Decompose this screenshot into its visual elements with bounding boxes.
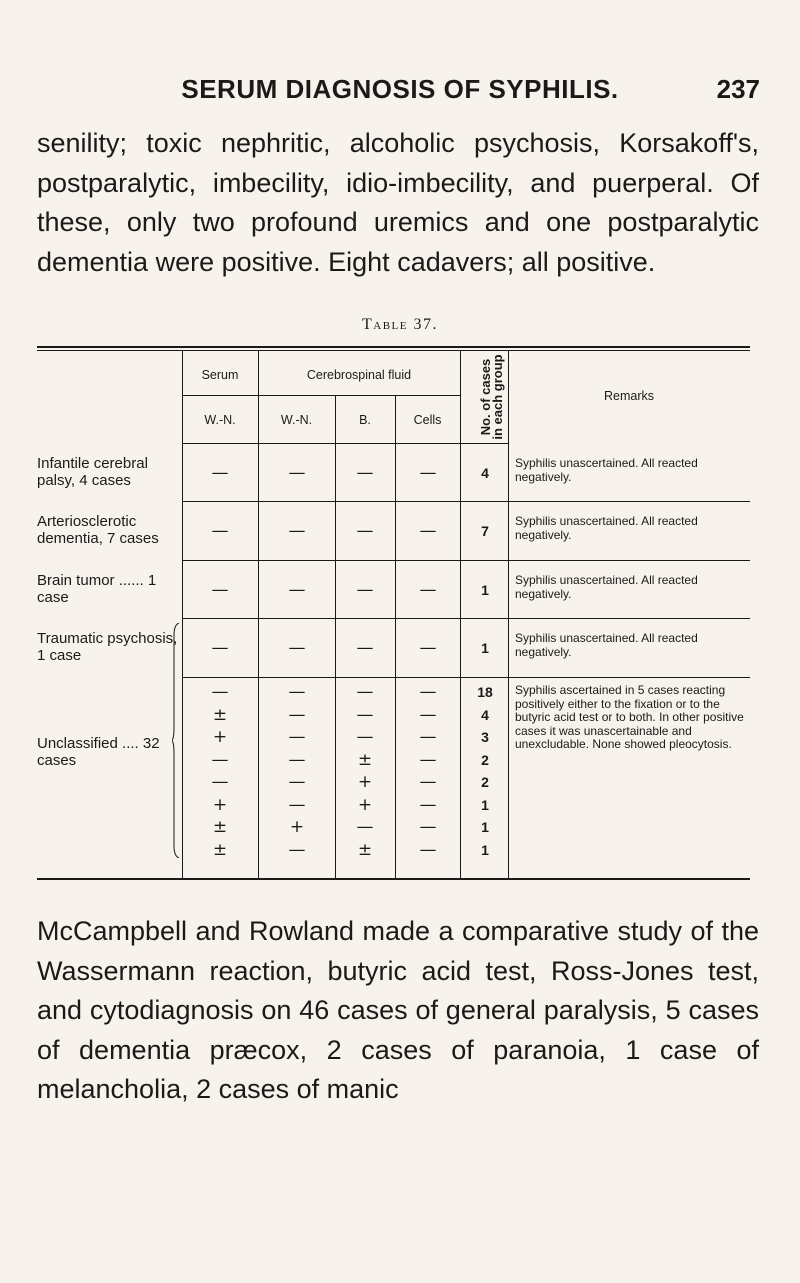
remark: Syphilis unascertained. All reacted negatively.	[515, 631, 698, 659]
paragraph-top: senility; toxic nephritic, alcoholic psychosis, Korsakoff's, postparalytic, imbecility, idio-imbecility, and puerperal. Of these, only two profound uremics and one postparalytic dementia were positive. Eight cadavers; all positive.	[37, 128, 759, 277]
subcell-b: —	[356, 704, 374, 725]
col-line	[335, 395, 336, 879]
subcell-b: ±	[357, 749, 373, 770]
header-remarks: Remarks	[603, 389, 654, 403]
subheader-rule	[182, 395, 460, 396]
subcell-csf-wn: —	[288, 772, 306, 792]
subcell-csf-wn: —	[288, 794, 306, 815]
col-line	[258, 350, 259, 879]
subcell-serum-wn: ±	[212, 839, 228, 860]
row-rule	[182, 501, 750, 502]
subcell-b: —	[356, 817, 374, 837]
header-csf-cells: Cells	[413, 413, 442, 427]
subcell-cells: —	[419, 704, 437, 725]
subcell-b: +	[357, 772, 373, 792]
cell-serum-wn: —	[211, 463, 229, 483]
remark: Syphilis unascertained. All reacted negatively.	[515, 456, 698, 484]
subcell-count: 1	[481, 819, 489, 835]
row-rule	[182, 618, 750, 619]
cell-csf-wn: —	[288, 521, 306, 541]
subcell-count: 18	[477, 684, 493, 700]
row-label-unclassified: Unclassified .... 32 cases	[37, 735, 160, 769]
header-serum-wn: W.-N.	[204, 413, 236, 427]
subcell-b: +	[357, 794, 373, 815]
header-cases	[477, 353, 507, 441]
subcell-count: 1	[481, 841, 489, 858]
remark: Syphilis unascertained. All reacted negatively.	[515, 573, 698, 601]
cell-serum-wn: —	[211, 580, 229, 600]
subcell-b: —	[356, 727, 374, 747]
cell-b: —	[356, 580, 374, 600]
header-csf-b: B.	[359, 413, 371, 427]
subcell-serum-wn: —	[211, 749, 229, 770]
brace-icon	[172, 623, 180, 858]
subcell-count: 1	[481, 796, 489, 813]
running-header	[0, 74, 800, 114]
subcell-serum-wn: ±	[212, 817, 228, 837]
subcell-cells: —	[419, 794, 437, 815]
cell-count: 7	[481, 523, 489, 539]
page-number: 237	[716, 74, 760, 104]
subcell-csf-wn: —	[288, 839, 306, 860]
cell-cells: —	[419, 521, 437, 541]
cell-count: 1	[481, 582, 489, 598]
row-label: Infantile cerebral palsy, 4 cases	[37, 455, 148, 489]
cell-b: —	[356, 638, 374, 658]
subcell-cells: —	[419, 817, 437, 837]
row-label: Arteriosclerotic dementia, 7 cases	[37, 513, 159, 547]
subcell-serum-wn: +	[212, 727, 228, 747]
subcell-csf-wn: —	[288, 727, 306, 747]
cell-count: 1	[481, 640, 489, 656]
subcell-csf-wn: +	[289, 817, 305, 837]
cell-cells: —	[419, 638, 437, 658]
subcell-count: 3	[481, 729, 489, 745]
header-bottom-rule	[182, 443, 508, 444]
subcell-b: —	[356, 682, 374, 702]
subcell-csf-wn: —	[288, 704, 306, 725]
row-rule	[182, 560, 750, 561]
subcell-cells: —	[419, 682, 437, 702]
table-top-rule	[37, 346, 750, 348]
cell-cells: —	[419, 580, 437, 600]
subcell-serum-wn: —	[211, 772, 229, 792]
subcell-count: 4	[481, 706, 489, 723]
subcell-csf-wn: —	[288, 749, 306, 770]
header-csf-wn: W.-N.	[280, 413, 313, 427]
subcell-serum-wn: ±	[212, 704, 228, 725]
cell-cells: —	[419, 463, 437, 483]
cell-b: —	[356, 463, 374, 483]
col-line	[182, 350, 183, 879]
header-csf: Cerebrospinal fluid	[306, 368, 412, 382]
subcell-cells: —	[419, 727, 437, 747]
subcell-serum-wn: —	[211, 682, 229, 702]
cell-count: 4	[481, 465, 489, 481]
cell-serum-wn: —	[211, 638, 229, 658]
subcell-serum-wn: +	[212, 794, 228, 815]
row-label: Traumatic psychosis, 1 case	[37, 630, 178, 664]
table-caption: Table 37.	[362, 316, 438, 333]
running-title: SERUM DIAGNOSIS OF SYPHILIS.	[181, 74, 619, 104]
paragraph-bottom: McCampbell and Rowland made a comparative study of the Wassermann reaction, butyric acid test, Ross-Jones test, and cytodiagnosis on 46 cases of general paralysis, 5 cases of dementia præcox, 2 cases of paranoia, 1 case of melancholia, 2 cases of manic	[37, 916, 759, 1104]
col-line	[395, 395, 396, 879]
subcell-cells: —	[419, 772, 437, 792]
table-bottom-rule	[37, 878, 750, 880]
cell-serum-wn: —	[211, 521, 229, 541]
subcell-csf-wn: —	[288, 682, 306, 702]
subcell-cells: —	[419, 839, 437, 860]
col-line	[508, 350, 509, 879]
subcell-count: 2	[481, 751, 489, 768]
header-cases-text: No. of cases in each group	[478, 354, 505, 440]
table-top-rule-thin	[37, 350, 750, 351]
row-rule	[182, 677, 750, 678]
remark-unclassified: Syphilis ascertained in 5 cases reacting positively either to the fixation or to the butyric acid test or to both. In other positive cases it was unascertainable and unexcludable. None showed pleocytosis.	[515, 683, 744, 751]
remark: Syphilis unascertained. All reacted negatively.	[515, 514, 698, 542]
row-label: Brain tumor ...... 1 case	[37, 572, 157, 606]
header-serum: Serum	[201, 368, 239, 382]
cell-csf-wn: —	[288, 463, 306, 483]
subcell-cells: —	[419, 749, 437, 770]
cell-csf-wn: —	[288, 638, 306, 658]
col-line	[460, 350, 461, 879]
subcell-b: ±	[357, 839, 373, 860]
cell-b: —	[356, 521, 374, 541]
subcell-count: 2	[481, 774, 489, 790]
cell-csf-wn: —	[288, 580, 306, 600]
